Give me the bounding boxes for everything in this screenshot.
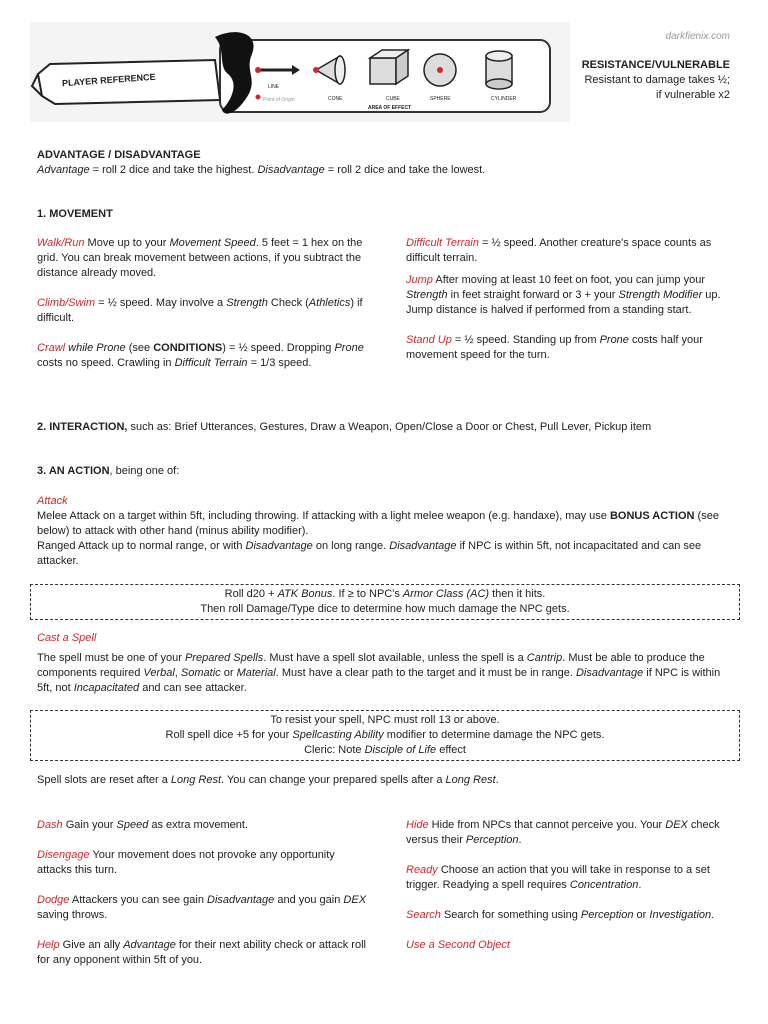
spell-resist-line3: Cleric: Note Disciple of Life effect: [304, 744, 466, 756]
attack-roll-line2: Then roll Damage/Type dice to determine how much damage the NPC gets.: [200, 603, 570, 615]
difficult-terrain-entry: Difficult Terrain = ½ speed. Another creature's space counts as difficult terrain.: [406, 237, 712, 264]
attack-ranged-text: Ranged Attack up to normal range, or with Disadvantage on long range. Disadvantage if NPC is within 5ft, not incapacitated and can see attacker.: [37, 540, 702, 567]
aoe-origin-label: Point of Origin: [263, 97, 295, 103]
sphere-icon: [424, 54, 456, 86]
hide-entry: Hide Hide from NPCs that cannot perceive you. Your DEX check versus their Perception.: [406, 819, 720, 846]
spell-slots-text: Spell slots are reset after a Long Rest. You can change your prepared spells after a Long Rest.: [37, 774, 499, 786]
walk-run-entry: Walk/Run Move up to your Movement Speed. 5 feet = 1 hex on the grid. You can break movement between actions, if you subtract the distance already moved.: [37, 237, 363, 279]
aoe-label-sphere: SPHERE: [430, 96, 451, 102]
ready-entry: Ready Choose an action that you will take in response to a set trigger. Readying a spell requires Concentration.: [406, 864, 710, 891]
spell-resist-line1: To resist your spell, NPC must roll 13 or above.: [270, 714, 500, 726]
site-name: darkfienix.com: [665, 31, 730, 42]
second-object-entry: Use a Second Object: [406, 939, 510, 951]
movement-left-column: [37, 236, 367, 371]
attack-section: [37, 494, 737, 569]
crawl-entry: Crawl while Prone (see CONDITIONS) = ½ speed. Dropping Prone costs no speed. Crawling in Difficult Terrain = 1/3 speed.: [37, 342, 364, 369]
aoe-label-cone: CONE: [328, 96, 343, 102]
cast-spell-term: Cast a Spell: [37, 632, 97, 644]
resistance-block: [582, 58, 730, 103]
advantage-title: ADVANTAGE / DISADVANTAGE: [37, 149, 201, 161]
spell-resist-line2: Roll spell dice +5 for your Spellcasting Ability modifier to determine damage the NPC gets.: [165, 729, 605, 741]
cast-spell-text: The spell must be one of your Prepared Spells. Must have a spell slot available, unless the spell is a Cantrip. Must be able to produce the components required Verbal, Somatic or Material. Must have a clear path to the target and it must be in range. Disadvantage if NPC is within 5ft, not Incapacitated and can see attacker.: [37, 652, 721, 694]
disengage-entry: Disengage Your movement does not provoke any opportunity attacks this turn.: [37, 849, 335, 876]
aoe-label-cylinder: CYLINDER: [491, 96, 517, 102]
spell-resist-box: [30, 710, 740, 761]
aoe-title: AREA OF EFFECT: [368, 105, 412, 111]
cube-icon: [370, 50, 408, 84]
dash-entry: Dash Gain your Speed as extra movement.: [37, 819, 248, 831]
interaction-section: 2. INTERACTION, such as: Brief Utterances, Gestures, Draw a Weapon, Open/Close a Door or Chest, Pull Lever, Pickup item: [37, 421, 652, 433]
climb-swim-entry: Climb/Swim = ½ speed. May involve a Strength Check (Athletics) if difficult.: [37, 297, 363, 324]
attack-melee-text: Melee Attack on a target within 5ft, including throwing. If attacking with a light melee weapon (e.g. handaxe), may use BONUS ACTION (see below) to attack with other hand (minus ability modifier).: [37, 510, 719, 537]
aoe-label-line: LINE: [268, 84, 280, 90]
resistance-line1: Resistant to damage takes ½;: [584, 74, 730, 86]
movement-title: 1. MOVEMENT: [37, 208, 113, 220]
action-title: 3. AN ACTION, being one of:: [37, 465, 180, 477]
search-entry: Search Search for something using Perception or Investigation.: [406, 909, 715, 921]
advantage-text: Advantage = roll 2 dice and take the highest. Disadvantage = roll 2 dice and take the lowest.: [37, 164, 486, 176]
help-entry: Help Give an ally Advantage for their next ability check or attack roll for any opponent within 5ft of you.: [37, 939, 366, 966]
jump-entry: Jump After moving at least 10 feet on foot, you can jump your Strength in feet straight forward or 3 + your Strength Modifier up. Jump distance is halved if performed from a standing start.: [406, 274, 721, 316]
attack-roll-line1: Roll d20 + ATK Bonus. If ≥ to NPC's Armor Class (AC) then it hits.: [224, 588, 546, 600]
attack-term: Attack: [37, 495, 68, 507]
options-right-column: [406, 818, 736, 953]
stand-up-entry: Stand Up = ½ speed. Standing up from Prone costs half your movement speed for the turn.: [406, 334, 703, 361]
resistance-title: RESISTANCE/VULNERABLE: [581, 59, 730, 71]
aoe-label-cube: CUBE: [386, 96, 400, 102]
banner-label: PLAYER REFERENCE: [61, 71, 156, 89]
cylinder-icon: [486, 51, 512, 89]
dodge-entry: Dodge Attackers you can see gain Disadvantage and you gain DEX saving throws.: [37, 894, 367, 921]
options-left-column: [37, 818, 367, 968]
movement-right-column: [406, 236, 736, 363]
attack-roll-box: [30, 584, 740, 620]
resistance-line2: if vulnerable x2: [656, 89, 730, 101]
advantage-section: [37, 148, 737, 178]
